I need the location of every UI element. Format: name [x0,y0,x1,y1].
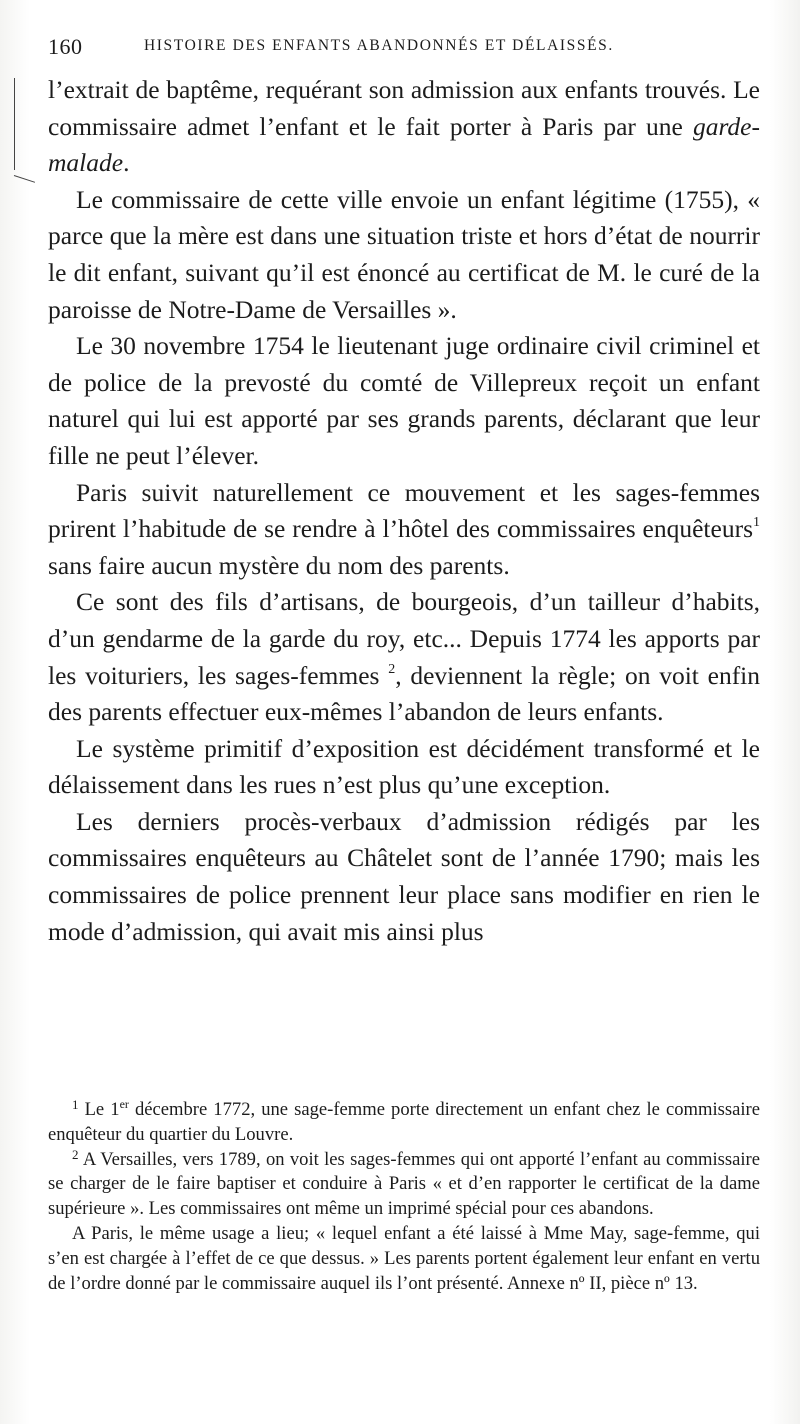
footnote-2-continued: A Paris, le même usage a lieu; « lequel enfant a été laissé à Mme May, sage-femme, qui s’en est chargée à l’effet de ce que dessus. » Les parents portent également leur enfant en vertu de l’ordre donné par le commissaire auquel ils l’ont présenté. Annexe nº II, pièce nº 13. [48,1222,760,1294]
footnote-1-ordinal: er [119,1097,129,1111]
paragraph-4-text: Paris suivit naturellement ce mouvement et les sages-femmes prirent l’habitude de se rendre à l’hôtel des commissaires enquêteurs [48,477,760,544]
footnote-2 [48,1148,760,1222]
paragraph-1 [48,72,760,182]
paragraph-1-text: l’extrait de baptême, requérant son admission aux enfants trouvés. Le commissaire admet l’enfant et le fait porter à Paris par une [48,75,760,141]
footnote-2-text: A Versailles, vers 1789, on voit les sages-femmes qui ont apporté l’enfant au commissaire se charger de le faire baptiser et conduire à Paris « et d’en rapporter le certificat de la dame supérieure ». Les commissaires ont même un imprimé spécial pour ces abandons. [48,1148,761,1220]
running-title: HISTOIRE DES ENFANTS ABANDONNÉS ET DÉLAISSÉS. [144,37,614,54]
paragraph-5-text: Ce sont des fils d’artisans, de bourgeois, d’un tailleur d’habits, d’un gendarme de la garde du roy, etc... Depuis 1774 les apports par les voituriers, les sages-femmes [48,587,760,690]
paragraph-1-italic: garde-malade [48,111,760,178]
page-number: 160 [48,34,83,59]
paragraph-5 [48,584,760,730]
footnote-2-marker: 2 [72,1146,79,1162]
footnotes [48,1098,760,1296]
main-text [48,72,760,950]
paragraph-5-end: , deviennent la règle; on voit enfin des parents effectuer eux-mêmes l’abandon de leurs enfants. [48,660,761,727]
footnote-1-text-start: Le 1 [84,1099,120,1120]
paragraph-7: Les derniers procès-verbaux d’admission rédigés par les commissaires enquêteurs au Châtelet sont de l’année 1790; mais les commissaires de police prennent leur place sans modifier en rien le mode d’admission, qui avait mis ainsi plus [48,806,760,946]
paragraph-2: Le commissaire de cette ville envoie un enfant légitime (1755), « parce que la mère est dans une situation triste et hors d’état de nourrir le dit enfant, suivant qu’il est énoncé au certificat de M. le curé de la paroisse de Notre-Dame de Versailles ». [48,184,760,324]
paragraph-4-end: sans faire aucun mystère du nom des parents. [48,550,510,580]
paragraph-4 [48,475,760,585]
footnote-1 [48,1098,760,1148]
paragraph-3: Le 30 novembre 1754 le lieutenant juge ordinaire civil criminel et de police de la prevosté du comté de Villepreux reçoit un enfant naturel qui lui est apporté par ses grands parents, déclarant que leur fille ne peut l’élever. [48,331,760,470]
paragraph-6: Le système primitif d’exposition est décidément transformé et le délaissement dans les rues n’est plus qu’une exception. [48,733,760,800]
footnote-ref-2[interactable]: 2 [388,661,396,677]
running-head [48,34,760,62]
paragraph-1-end: . [123,148,130,178]
margin-pencil-bracket [14,78,25,170]
footnote-ref-1[interactable]: 1 [753,515,760,531]
footnote-1-marker: 1 [72,1097,79,1112]
footnote-1-text: décembre 1772, une sage-femme porte directement un enfant chez le commissaire enquêteur du quartier du Louvre. [48,1099,760,1145]
